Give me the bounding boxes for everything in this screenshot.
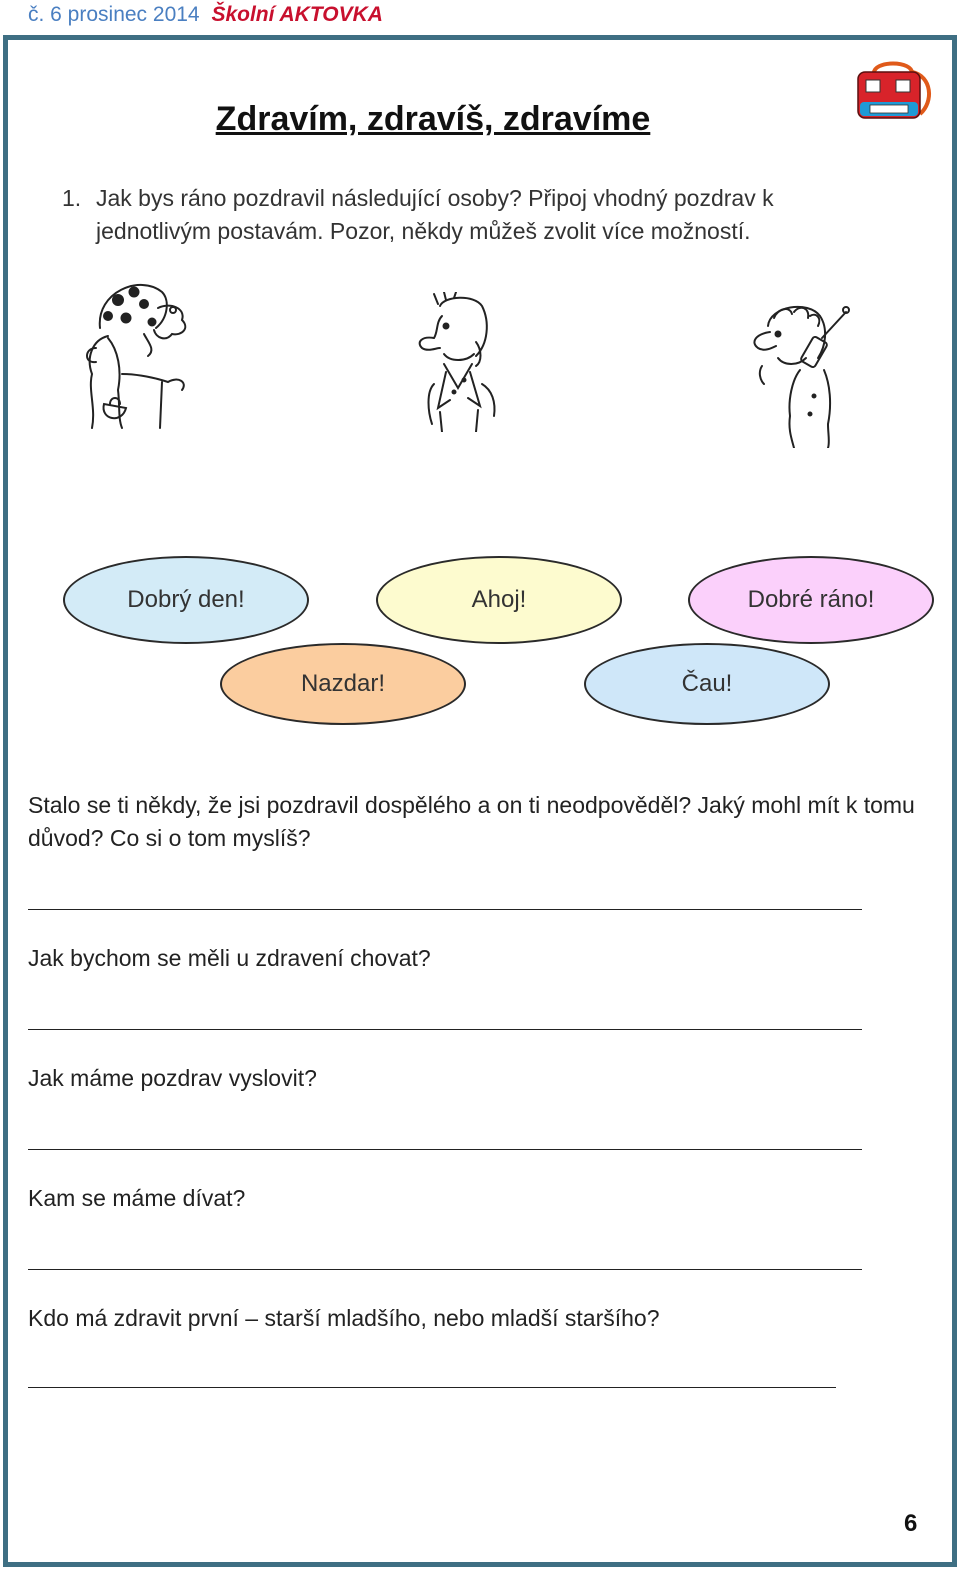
greeting-bubble-nazdar[interactable]: Nazdar! bbox=[220, 643, 466, 725]
page-header bbox=[28, 3, 383, 27]
greeting-bubble-ahoj[interactable]: Ahoj! bbox=[376, 556, 622, 644]
answer-line-5[interactable] bbox=[28, 1387, 836, 1388]
answer-line-3[interactable] bbox=[28, 1149, 862, 1150]
question-2: Jak bychom se měli u zdravení chovat? bbox=[28, 945, 431, 971]
magazine-name: Školní AKTOVKA bbox=[211, 3, 383, 26]
answer-line-4[interactable] bbox=[28, 1269, 862, 1270]
page-number: 6 bbox=[904, 1510, 918, 1537]
question-4: Kam se máme dívat? bbox=[28, 1185, 246, 1211]
greeting-bubble-dobry-den[interactable]: Dobrý den! bbox=[63, 556, 309, 644]
worksheet-title: Zdravím, zdravíš, zdravíme bbox=[215, 100, 651, 138]
girl-with-scarf-icon bbox=[410, 292, 510, 432]
man-with-phone-icon bbox=[748, 300, 856, 448]
question-1: Stalo se ti někdy, že jsi pozdravil dospělého a on ti neodpověděl? Jaký mohl mít k tomu důvod? Co si o tom myslíš? bbox=[28, 792, 915, 851]
greeting-bubble-dobre-rano[interactable]: Dobré ráno! bbox=[688, 556, 934, 644]
issue-label: č. 6 prosinec 2014 bbox=[28, 3, 200, 26]
answer-line-1[interactable] bbox=[28, 909, 862, 910]
question-5: Kdo má zdravit první – starší mladšího, nebo mladší staršího? bbox=[28, 1305, 660, 1331]
task-text: Jak bys ráno pozdravil následující osoby? Připoj vhodný pozdrav k jednotlivým postavám. Pozor, někdy můžeš zvolit více možností. bbox=[96, 185, 774, 244]
greeting-bubble-cau[interactable]: Čau! bbox=[584, 643, 830, 725]
grandmother-with-cane-icon bbox=[78, 278, 196, 434]
task-1 bbox=[62, 182, 862, 248]
answer-line-2[interactable] bbox=[28, 1029, 862, 1030]
question-3: Jak máme pozdrav vyslovit? bbox=[28, 1065, 317, 1091]
task-number: 1. bbox=[62, 185, 82, 211]
